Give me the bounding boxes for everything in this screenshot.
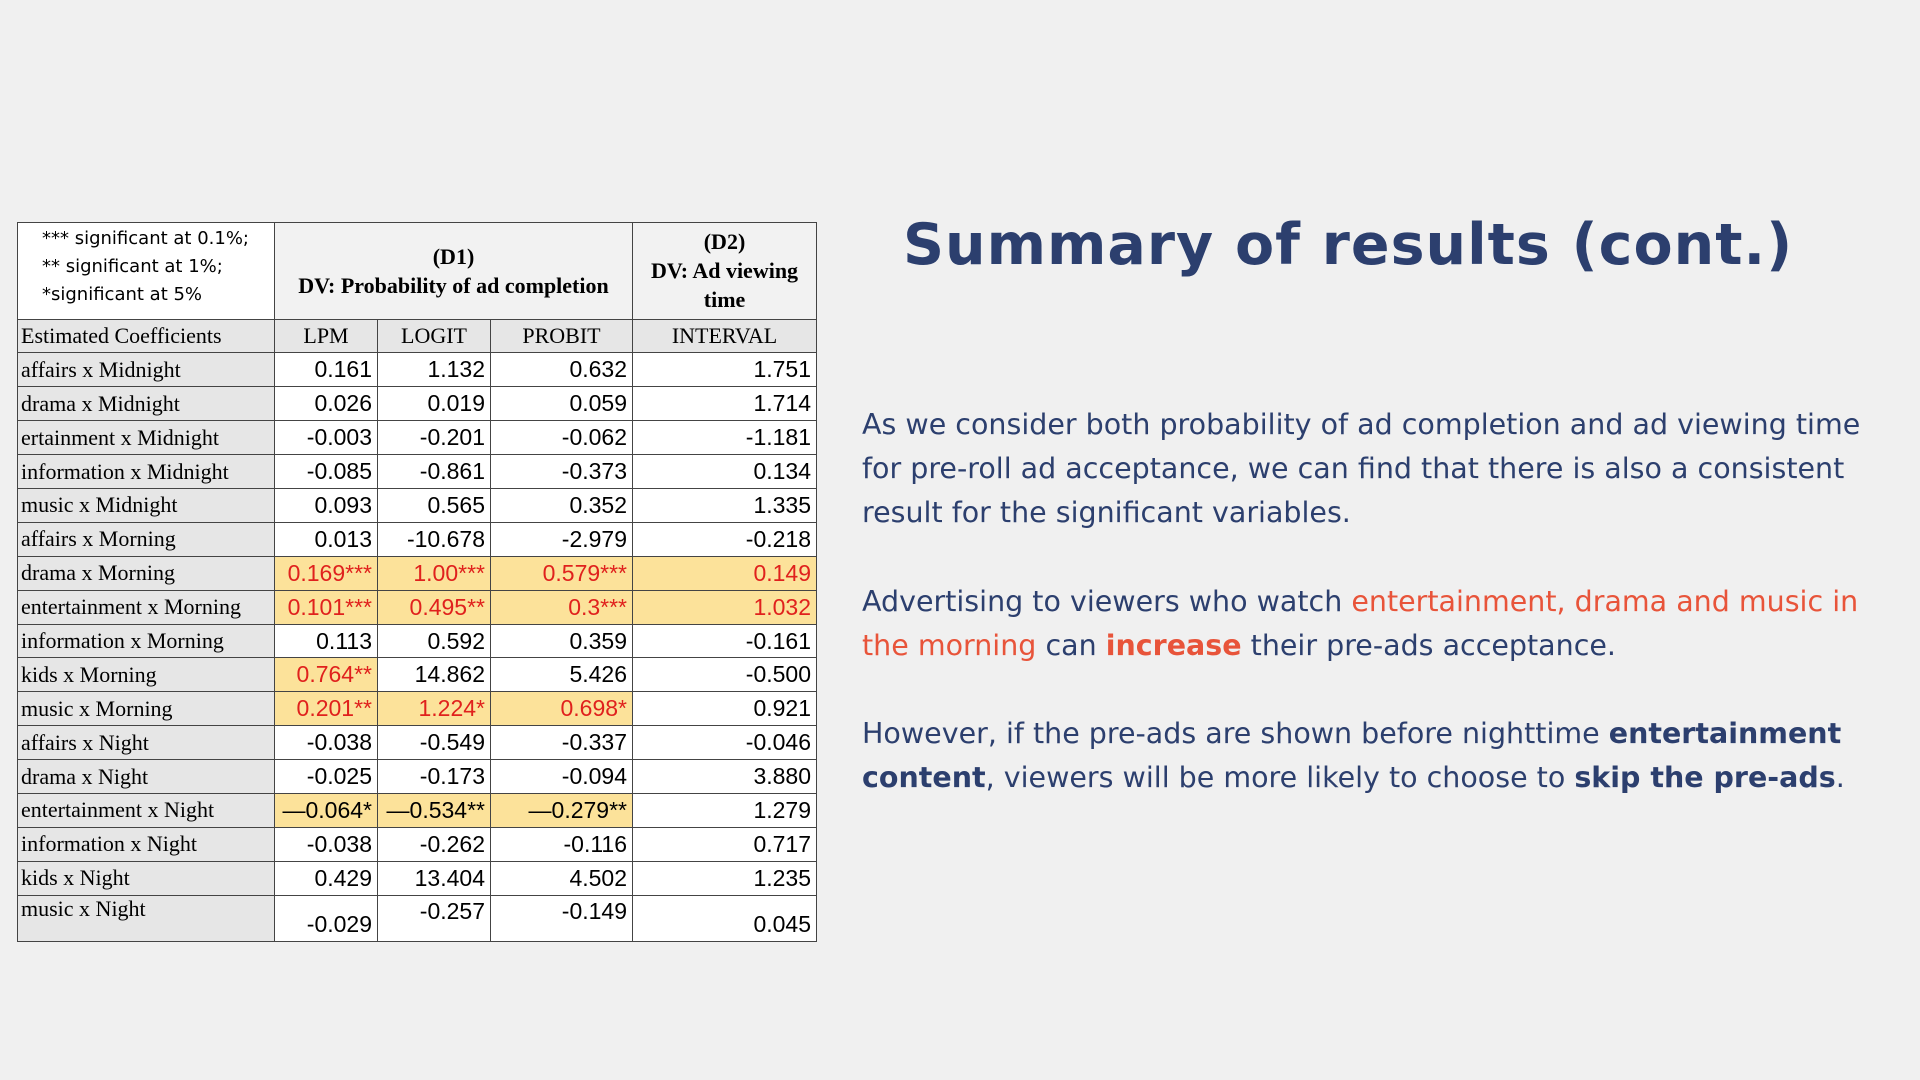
highlight-text: increase — [1105, 629, 1242, 662]
d2-label: (D2) — [703, 229, 746, 255]
table-cell: -0.500 — [633, 658, 817, 692]
table-cell: 14.862 — [378, 658, 491, 692]
table-cell: 0.592 — [378, 624, 491, 658]
highlight-text: entertainment, drama and music in the morning — [862, 585, 1859, 662]
significance-legend — [18, 223, 275, 320]
table-row — [18, 760, 817, 794]
table-cell: -0.062 — [491, 421, 633, 455]
table-cell: -0.046 — [633, 726, 817, 760]
table-cell-significant: 0.169*** — [275, 556, 378, 590]
table-row — [18, 861, 817, 895]
text-span: Advertising to viewers who watch — [862, 585, 1352, 618]
row-label: drama x Midnight — [18, 387, 275, 421]
table-cell-significant: —0.064* — [275, 794, 378, 828]
table-row — [18, 895, 817, 941]
row-label: information x Night — [18, 827, 275, 861]
table-cell-significant: 0.201** — [275, 692, 378, 726]
table-cell: 1.132 — [378, 353, 491, 387]
table-row — [18, 353, 817, 387]
table-row — [18, 590, 817, 624]
text-span: can — [1036, 629, 1106, 662]
table-cell: -0.025 — [275, 760, 378, 794]
row-label: drama x Night — [18, 760, 275, 794]
table-cell: -1.181 — [633, 421, 817, 455]
table-cell: 1.751 — [633, 353, 817, 387]
table-cell: 0.717 — [633, 827, 817, 861]
table-cell: 4.502 — [491, 861, 633, 895]
table-cell: 0.565 — [378, 489, 491, 523]
table-cell: -0.116 — [491, 827, 633, 861]
legend-line: *** significant at 0.1%; — [42, 228, 249, 249]
table-row — [18, 658, 817, 692]
column-header: LOGIT — [378, 319, 491, 353]
table-cell: 0.429 — [275, 861, 378, 895]
row-label: entertainment x Night — [18, 794, 275, 828]
table-cell: -0.161 — [633, 624, 817, 658]
table-cell: 1.335 — [633, 489, 817, 523]
d2-title-cont: time — [703, 287, 746, 313]
table-cell: 0.059 — [491, 387, 633, 421]
summary-paragraph-3 — [862, 712, 1872, 800]
table-cell: 0.359 — [491, 624, 633, 658]
table-cell: -2.979 — [491, 522, 633, 556]
d1-header — [275, 223, 633, 320]
table-row — [18, 624, 817, 658]
table-row — [18, 827, 817, 861]
table-cell: -0.861 — [378, 455, 491, 489]
table-cell-significant: 0.101*** — [275, 590, 378, 624]
table-cell: 1.235 — [633, 861, 817, 895]
row-label: music x Night — [18, 895, 275, 941]
row-label: affairs x Morning — [18, 522, 275, 556]
column-header: Estimated Coefficients — [18, 319, 275, 353]
row-label: music x Morning — [18, 692, 275, 726]
bold-text: entertainment content — [862, 717, 1842, 794]
summary-paragraph-2 — [862, 580, 1872, 668]
table-row — [18, 421, 817, 455]
table-cell-significant: —0.534** — [378, 794, 491, 828]
table-row — [18, 726, 817, 760]
table-row — [18, 387, 817, 421]
table-cell: 0.921 — [633, 692, 817, 726]
row-label: affairs x Midnight — [18, 353, 275, 387]
table-cell-significant: 0.698* — [491, 692, 633, 726]
table-cell: -0.085 — [275, 455, 378, 489]
table-row — [18, 455, 817, 489]
table-cell: -0.038 — [275, 726, 378, 760]
slide-title: Summary of results (cont.) — [903, 212, 1794, 278]
table-cell: -0.257 — [378, 895, 491, 941]
row-label: music x Midnight — [18, 489, 275, 523]
table-cell-significant: —0.279** — [491, 794, 633, 828]
row-label: kids x Morning — [18, 658, 275, 692]
table-row — [18, 522, 817, 556]
table-cell: -0.337 — [491, 726, 633, 760]
table-cell: 0.013 — [275, 522, 378, 556]
table-cell-significant: 0.579*** — [491, 556, 633, 590]
table-cell: 1.279 — [633, 794, 817, 828]
table-cell: 0.352 — [491, 489, 633, 523]
table-cell: -0.149 — [491, 895, 633, 941]
table-cell: 0.026 — [275, 387, 378, 421]
table-cell: -0.003 — [275, 421, 378, 455]
table-cell: -0.373 — [491, 455, 633, 489]
table-cell-significant: 1.032 — [633, 590, 817, 624]
table-cell: -0.029 — [275, 895, 378, 941]
column-header: INTERVAL — [633, 319, 817, 353]
column-header: LPM — [275, 319, 378, 353]
table-row — [18, 489, 817, 523]
table-row — [18, 556, 817, 590]
row-label: affairs x Night — [18, 726, 275, 760]
coefficient-table — [17, 222, 817, 942]
text-span: . — [1835, 761, 1845, 794]
table-cell: 0.045 — [633, 895, 817, 941]
table-row — [18, 794, 817, 828]
legend-line: *significant at 5% — [42, 284, 203, 305]
row-label: information x Midnight — [18, 455, 275, 489]
table-cell-significant: 0.495** — [378, 590, 491, 624]
table-row — [18, 692, 817, 726]
legend-line: ** significant at 1%; — [42, 256, 223, 277]
table-cell: -0.549 — [378, 726, 491, 760]
d2-title: DV: Ad viewing — [650, 258, 799, 284]
table-cell: -0.218 — [633, 522, 817, 556]
row-label: kids x Night — [18, 861, 275, 895]
table-cell: -0.201 — [378, 421, 491, 455]
table-cell: 3.880 — [633, 760, 817, 794]
table-cell-significant: 1.00*** — [378, 556, 491, 590]
table-header-row — [18, 223, 817, 320]
table-cell: 1.714 — [633, 387, 817, 421]
table-cell: 5.426 — [491, 658, 633, 692]
table-cell: 13.404 — [378, 861, 491, 895]
table-cell: -0.262 — [378, 827, 491, 861]
table-cell-significant: 1.224* — [378, 692, 491, 726]
text-span: , viewers will be more likely to choose to — [985, 761, 1575, 794]
table-cell: -0.173 — [378, 760, 491, 794]
table-cell: 0.019 — [378, 387, 491, 421]
table-cell: 0.093 — [275, 489, 378, 523]
table-cell: -0.038 — [275, 827, 378, 861]
column-header-row — [18, 319, 817, 353]
table-cell: -0.094 — [491, 760, 633, 794]
text-span: their pre-ads acceptance. — [1241, 629, 1616, 662]
row-label: drama x Morning — [18, 556, 275, 590]
table-cell: -10.678 — [378, 522, 491, 556]
table-cell-significant: 0.3*** — [491, 590, 633, 624]
row-label: ertainment x Midnight — [18, 421, 275, 455]
table-cell-significant: 0.149 — [633, 556, 817, 590]
column-header: PROBIT — [491, 319, 633, 353]
d1-label: (D1) — [432, 243, 475, 269]
table-cell: 0.134 — [633, 455, 817, 489]
table-cell: 0.161 — [275, 353, 378, 387]
row-label: entertainment x Morning — [18, 590, 275, 624]
table-cell: 0.632 — [491, 353, 633, 387]
table-cell-significant: 0.764** — [275, 658, 378, 692]
bold-text: skip the pre-ads — [1574, 761, 1836, 794]
d1-title: DV: Probability of ad completion — [298, 272, 609, 298]
d2-header — [633, 223, 817, 320]
row-label: information x Morning — [18, 624, 275, 658]
text-span: However, if the pre-ads are shown before nighttime — [862, 717, 1609, 750]
table-cell: 0.113 — [275, 624, 378, 658]
summary-paragraph-1: As we consider both probability of ad completion and ad viewing time for pre-roll ad acceptance, we can find that there is also a consistent result for the significant variables. — [862, 408, 1861, 529]
